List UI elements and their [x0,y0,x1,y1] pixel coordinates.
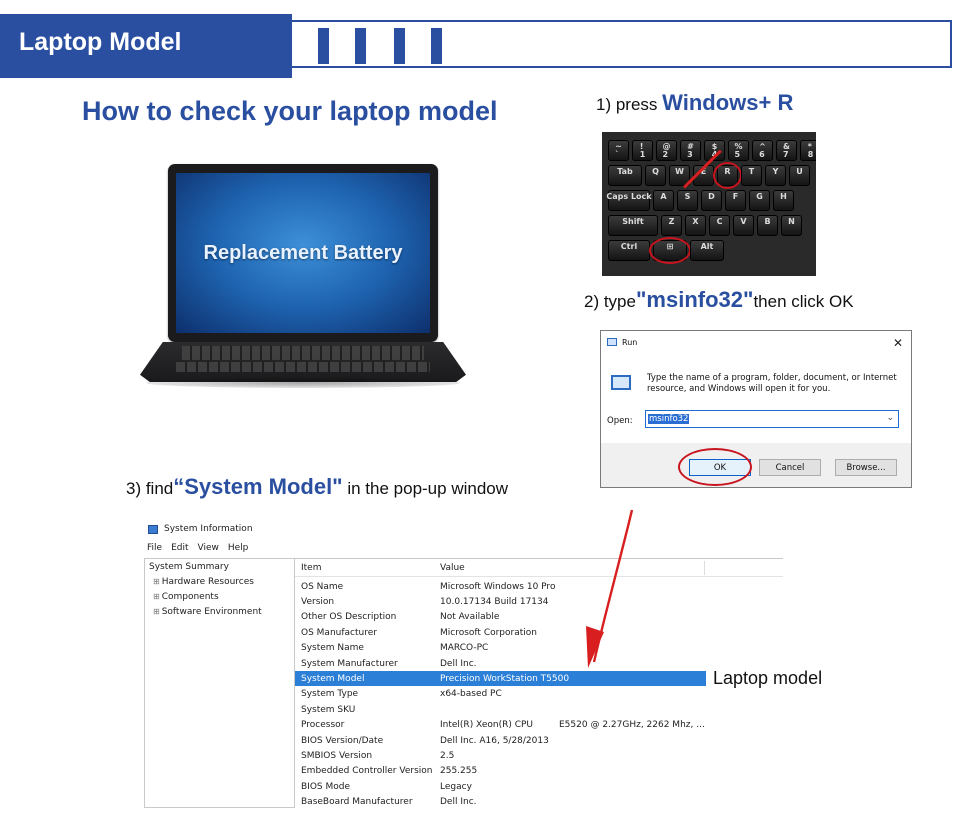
laptop-illustration [140,160,470,390]
laptop-lid [168,164,438,342]
menu-edit[interactable]: Edit [171,543,189,553]
table-row[interactable] [295,594,783,609]
keyboard-key: $ 4 [704,140,725,161]
row-value: MARCO-PC [440,643,489,654]
tree-item-components[interactable]: ⊞ Components [153,592,219,602]
table-row[interactable] [295,656,783,671]
keyboard-key: D [701,190,722,211]
menu-view[interactable]: View [197,543,219,553]
row-value: x64-based PC [440,689,502,700]
keyboard-row [608,240,810,261]
run-title: Run [622,337,638,347]
laptop-screen-text: Replacement Battery [203,241,403,264]
row-value: Dell Inc. A16, 5/28/2013 [440,735,549,746]
step-3-label [126,474,508,500]
menu-help[interactable]: Help [227,543,249,553]
row-value: Intel(R) Xeon(R) CPU [440,720,534,731]
keyboard-key: @ 2 [656,140,677,161]
open-input[interactable] [645,410,899,428]
table-row-selected[interactable] [295,671,706,686]
keyboard-key: Shift [608,215,658,236]
menu-bar [147,543,248,553]
row-item: Other OS Description [301,612,397,623]
header-stripe [431,28,442,64]
row-item: OS Manufacturer [301,627,377,638]
run-dialog [600,330,912,488]
row-value: 255.255 [440,766,478,777]
keyboard-key: F [725,190,746,211]
page-heading: How to check your laptop model [82,96,498,126]
row-value: Microsoft Corporation [440,627,537,638]
row-item: System Type [301,689,359,700]
row-value: Precision WorkStation T5500 [440,673,570,684]
step-2-label [584,287,854,313]
row-value-extra: E5520 @ 2.27GHz, 2262 Mhz, ... [559,720,705,731]
tree-item-hardware-resources[interactable]: ⊞ Hardware Resources [153,577,254,587]
keyboard-key: Z [661,215,682,236]
laptop-shadow [146,378,460,388]
table-row[interactable] [295,641,783,656]
chevron-down-icon[interactable]: ⌄ [886,413,894,423]
keyboard-key: ⊞ [653,240,687,261]
step-2-prefix: 2) type [584,292,636,311]
ok-highlight-circle [678,448,752,486]
keyboard-key: N [781,215,802,236]
browse-button[interactable]: Browse... [835,459,897,476]
keyboard-key: C [709,215,730,236]
keyboard-key: U [789,165,810,186]
row-item: BaseBoard Manufacturer [301,797,413,808]
table-row[interactable] [295,795,783,808]
laptop-keyboard [182,346,424,360]
keyboard-key: Tab [608,165,642,186]
keyboard-key: T [741,165,762,186]
sysinfo-titlebar [148,524,253,534]
row-item: BIOS Version/Date [301,735,384,746]
keyboard-key: G [749,190,770,211]
keyboard-key: # 3 [680,140,701,161]
keyboard-key: V [733,215,754,236]
keyboard-key: Ctrl [608,240,650,261]
keyboard-key: E [693,165,714,186]
table-row[interactable] [295,748,783,763]
step-2-command: "msinfo32" [635,287,754,312]
header-stripe [355,28,366,64]
section-title: Laptop Model [0,14,292,78]
step-3-prefix: 3) find [126,479,174,498]
keyboard-key: Caps Lock [608,190,650,211]
keyboard-key: ~ ` [608,140,629,161]
run-description: Type the name of a program, folder, document, or Internet resource, and Windows will open it for you. [647,373,897,394]
row-item: Processor [301,720,345,731]
run-program-icon [611,375,631,390]
step-3-field: “System Model" [173,474,343,499]
keyboard-key: B [757,215,778,236]
list-header [295,559,783,577]
keyboard-row [608,140,814,161]
step-1-label [596,90,793,116]
column-header-item[interactable]: Item [301,563,322,573]
tree-item-software-environment[interactable]: ⊞ Software Environment [153,607,262,617]
header-frame [292,20,952,68]
table-row[interactable] [295,625,783,640]
keyboard-key: & 7 [776,140,797,161]
system-info-icon [148,525,158,534]
header-stripe [394,28,405,64]
ok-button[interactable]: OK [689,459,751,476]
keyboard-key: ^ 6 [752,140,773,161]
table-row[interactable] [295,687,783,702]
table-row[interactable] [295,579,783,594]
row-item: System SKU [301,704,356,715]
keyboard-key: R [717,165,738,186]
keyboard-key: A [653,190,674,211]
step-1-keys: Windows+ R [662,90,794,115]
cancel-button[interactable]: Cancel [759,459,821,476]
row-item: Embedded Controller Version [301,766,433,777]
row-item: System Model [301,673,365,684]
row-value: 10.0.17134 Build 17134 [440,596,549,607]
row-item: System Name [301,643,364,654]
row-value: Dell Inc. [440,658,477,669]
keyboard-photo [602,132,816,276]
run-titlebar [601,331,911,353]
open-label: Open: [607,416,633,426]
column-divider [704,561,705,575]
run-window-icon [607,338,617,346]
tree-item-system-summary[interactable]: System Summary [149,562,229,572]
row-item: SMBIOS Version [301,750,373,761]
sysinfo-title: System Information [164,524,253,534]
system-information-window [140,518,783,808]
keyboard-key: Q [645,165,666,186]
keyboard-key: Alt [690,240,724,261]
table-row[interactable] [295,610,783,625]
menu-file[interactable]: File [147,543,163,553]
row-item: System Manufacturer [301,658,398,669]
open-input-value: msinfo32 [649,414,689,424]
close-icon[interactable]: ✕ [892,336,903,350]
step-1-prefix: 1) press [596,95,663,114]
keyboard-key: X [685,215,706,236]
row-item: OS Name [301,581,344,592]
table-row[interactable] [295,733,783,748]
keyboard-key: ! 1 [632,140,653,161]
category-tree [144,558,295,808]
column-header-value[interactable]: Value [440,563,465,573]
row-value: Not Available [440,612,500,623]
details-list [295,558,783,808]
keyboard-row [608,190,810,211]
keyboard-row [608,165,810,186]
laptop-screen [176,173,430,333]
keyboard-key: % 5 [728,140,749,161]
row-value: Dell Inc. [440,797,477,808]
keyboard-row [608,215,810,236]
row-value: 2.5 [440,750,455,761]
laptop-keyboard [176,362,430,372]
keyboard-key: H [773,190,794,211]
keyboard-key: S [677,190,698,211]
header-stripe [318,28,329,64]
table-row[interactable] [295,779,783,794]
keyboard-key: Y [765,165,786,186]
table-row[interactable] [295,702,783,717]
step-2-suffix: then click OK [753,292,854,311]
row-value: Legacy [440,781,472,792]
keyboard-key: * 8 [800,140,816,161]
row-item: BIOS Mode [301,781,351,792]
table-row[interactable] [295,764,783,779]
row-value: Microsoft Windows 10 Pro [440,581,556,592]
table-row[interactable] [295,718,783,733]
keyboard-key: W [669,165,690,186]
step-3-suffix: in the pop-up window [342,479,509,498]
laptop-model-annotation: Laptop model [713,668,823,688]
row-item: Version [301,596,335,607]
